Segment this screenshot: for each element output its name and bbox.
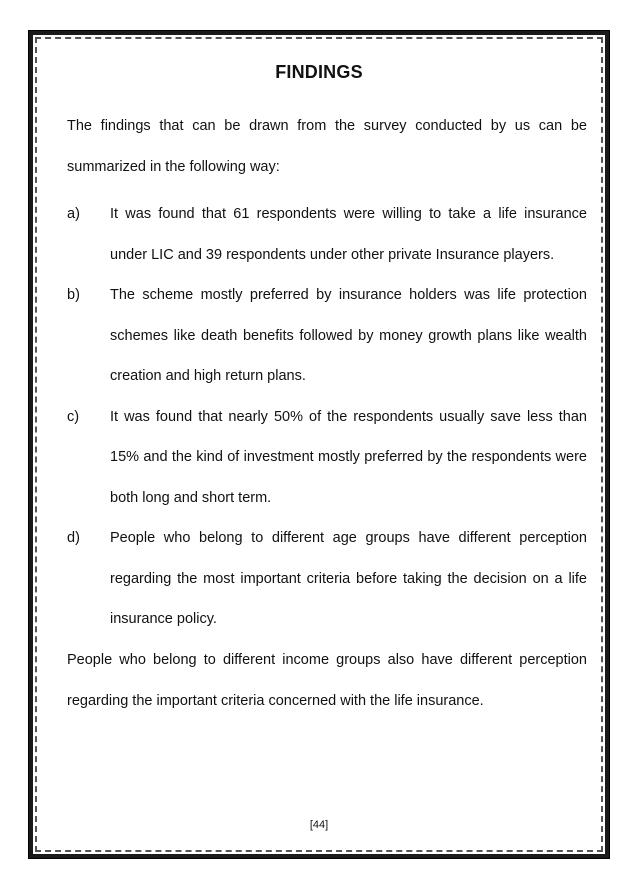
- list-item: [67, 518, 587, 640]
- list-item-text: It was found that nearly 50% of the respondents usually save less than 15% and the kind of investment mostly preferred by the respondents were both long and short term.: [110, 408, 587, 506]
- intro-paragraph: The findings that can be drawn from the survey conducted by us can be summarized in the following way:: [67, 118, 587, 175]
- page-title: FINDINGS: [275, 62, 363, 82]
- list-marker: d): [67, 530, 80, 546]
- list-item: [67, 397, 587, 519]
- closing-paragraph: People who belong to different income groups also have different perception regarding the important criteria concerned with the life insurance.: [67, 652, 587, 709]
- list-item-text: The scheme mostly preferred by insurance holders was life protection schemes like death benefits followed by money growth plans like wealth creation and high return plans.: [110, 287, 587, 384]
- findings-list: [67, 194, 587, 640]
- page-number: [44]: [309, 819, 329, 831]
- list-item: [67, 194, 587, 275]
- list-marker: c): [67, 408, 80, 425]
- list-item-text: People who belong to different age groups have different perception regarding the most important criteria before taking the decision on a life insurance policy.: [110, 530, 587, 627]
- list-item-text: It was found that 61 respondents were willing to take a life insurance under LIC and 39 respondents under other private Insurance players.: [110, 206, 587, 263]
- list-marker: a): [67, 206, 80, 222]
- list-item: [67, 275, 587, 397]
- list-marker: b): [67, 287, 80, 303]
